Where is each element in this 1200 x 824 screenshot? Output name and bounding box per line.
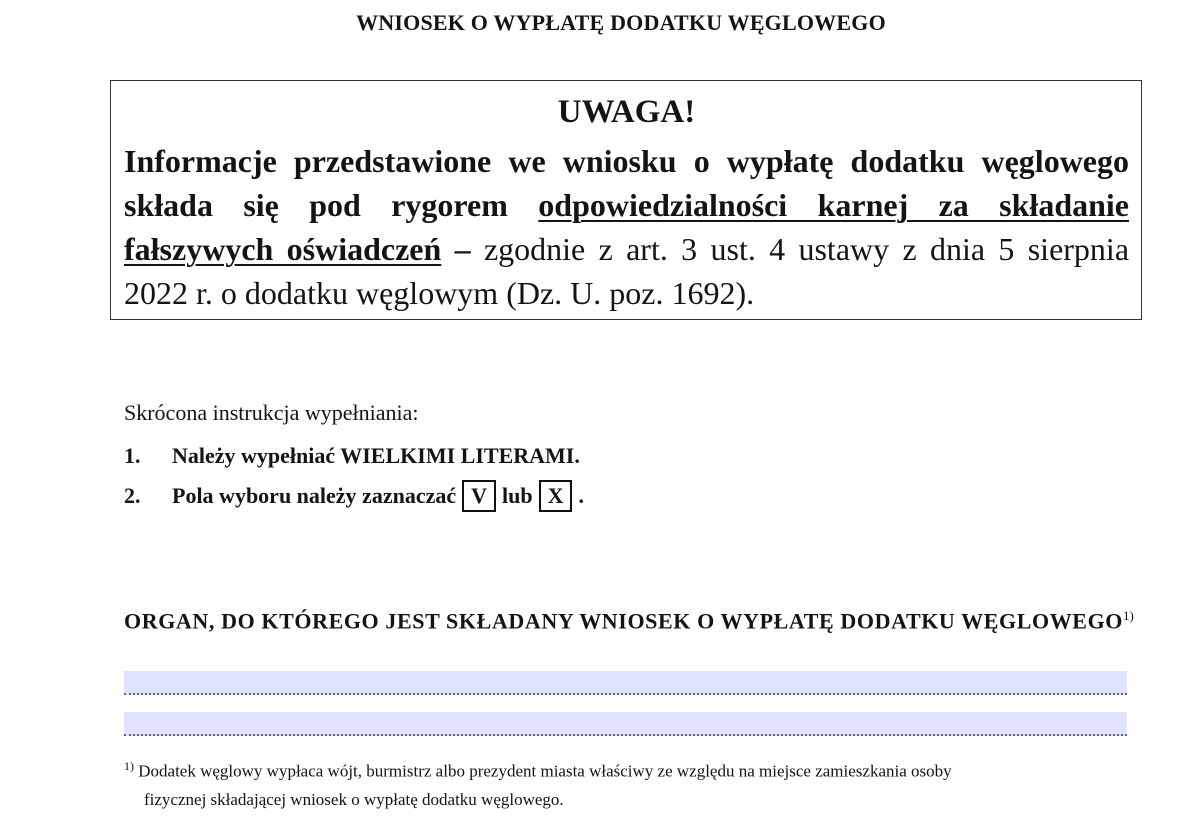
- authority-name-field[interactable]: [124, 671, 1127, 695]
- authority-address-field[interactable]: [124, 712, 1127, 736]
- instruction-text: Należy wypełniać WIELKIMI LITERAMI.: [172, 443, 580, 468]
- footnote-text: Dodatek węglowy wypłaca wójt, burmistrz albo prezydent miasta właściwy ze względu na miejsce zamieszkania osoby: [138, 761, 952, 781]
- instruction-connector: lub: [502, 483, 533, 508]
- footnote-text-continued: fizycznej składającej wniosek o wypłatę dodatku węglowego.: [144, 789, 564, 809]
- authority-section-heading: [124, 601, 1140, 636]
- authority-heading-text: ORGAN, DO KTÓREGO JEST SKŁADANY WNIOSEK O WYPŁATĘ DODATKU WĘGLOWEGO: [124, 608, 1123, 634]
- document-title: WNIOSEK O WYPŁATĘ DODATKU WĘGLOWEGO: [356, 10, 886, 35]
- checkbox-sample-x: X: [539, 480, 573, 512]
- warning-box: [110, 80, 1142, 320]
- checkbox-sample-v: V: [462, 480, 496, 512]
- instruction-number: 2.: [124, 483, 141, 508]
- warning-heading: UWAGA!: [557, 94, 696, 130]
- warning-text: [124, 139, 1129, 315]
- instruction-number: 1.: [124, 443, 141, 468]
- warning-dash: –: [441, 231, 484, 267]
- footnote-reference: 1): [1123, 608, 1134, 623]
- instruction-text: Pola wyboru należy zaznaczać: [172, 483, 457, 508]
- warning-text-bold: Informacje przedstawione we wniosku o wypłatę dodatku węglowego składa się pod rygorem: [124, 143, 1129, 223]
- warning-text-regular: zgodnie z art. 3 ust. 4 ustawy z dnia 5 sierpnia 2022 r. o dodatku węglowym (Dz. U. poz. 1692).: [124, 231, 1130, 311]
- instructions: [124, 400, 1134, 516]
- instruction-end: .: [578, 483, 584, 508]
- instructions-heading: Skrócona instrukcja wypełniania:: [124, 400, 419, 425]
- instruction-item: [124, 436, 1134, 476]
- instruction-item: [124, 476, 1134, 516]
- footnote: [124, 752, 1142, 814]
- warning-text-underlined: odpowiedzialności karnej za składanie fałszywych oświadczeń: [124, 187, 1129, 267]
- footnote-marker: 1): [124, 759, 134, 773]
